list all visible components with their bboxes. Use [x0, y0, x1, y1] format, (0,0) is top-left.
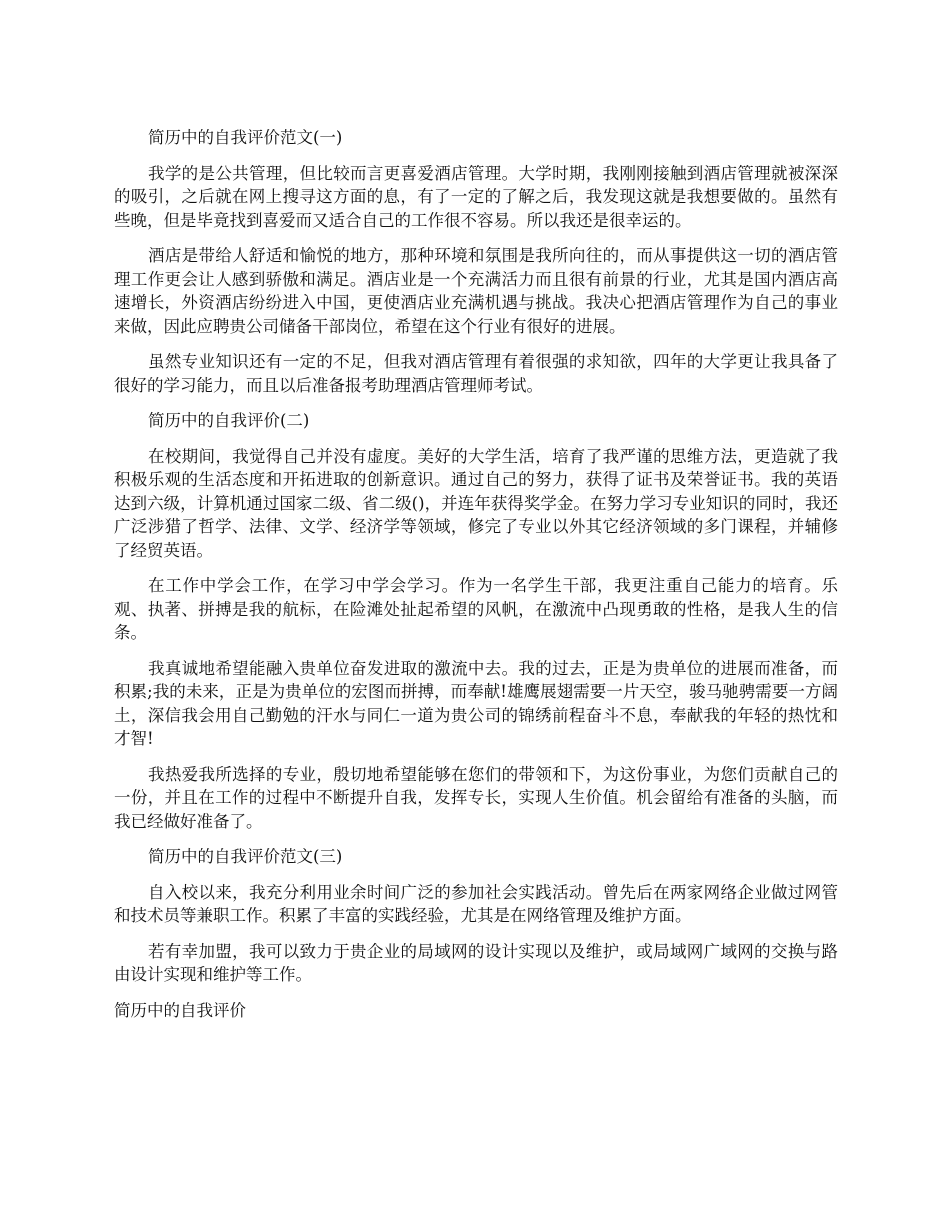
section-heading-4: 简历中的自我评价: [114, 1000, 246, 1020]
section-heading-3: 简历中的自我评价范文(三): [148, 847, 343, 866]
section-heading-1: 简历中的自我评价范文(一): [148, 128, 343, 147]
paragraph-2: 酒店是带给人舒适和愉悦的地方，那种环境和氛围是我所向往的，而从事提供这一切的酒店管理工作更会让人感到骄傲和满足。酒店业是一个充满活力而且很有前景的行业，尤其是国内酒店高速增长，外资酒店纷纷进入中国，更使酒店业充满机遇与挑战。我决心把酒店管理作为自己的事业来做，因此应聘贵公司储备干部岗位，希望在这个行业有很好的进展。: [114, 246, 838, 336]
paragraph-9: 若有幸加盟，我可以致力于贵企业的局域网的设计实现以及维护，或局域网广域网的交换与路由设计实现和维护等工作。: [114, 941, 838, 984]
paragraph-5: 在工作中学会工作，在学习中学会学习。作为一名学生干部，我更注重自己能力的培育。乐观、执著、拼搏是我的航标，在险滩处扯起希望的风帆，在激流中凸现勇敢的性格，是我人生的信条。: [114, 576, 838, 642]
paragraph-8: 自入校以来，我充分利用业余时间广泛的参加社会实践活动。曾先后在两家网络企业做过网管和技术员等兼职工作。积累了丰富的实践经验，尤其是在网络管理及维护方面。: [114, 882, 838, 925]
paragraph-1: 我学的是公共管理，但比较而言更喜爱酒店管理。大学时期，我刚刚接触到酒店管理就被深深的吸引，之后就在网上搜寻这方面的息，有了一定的了解之后，我发现这就是我想要做的。虽然有些晚，但是毕竟找到喜爱而又适合自己的工作很不容易。所以我还是很幸运的。: [114, 163, 838, 230]
document-body: [114, 126, 838, 1022]
section-heading-2: 简历中的自我评价(二): [148, 411, 310, 430]
paragraph-4: 在校期间，我觉得自己并没有虚度。美好的大学生活，培育了我严谨的思维方法，更造就了我积极乐观的生活态度和开拓进取的创新意识。通过自己的努力，获得了证书及荣誉证书。我的英语达到六级，计算机通过国家二级、省二级()，并连年获得奖学金。在努力学习专业知识的同时，我还广泛涉猎了哲学、法律、文学、经济学等领域，修完了专业以外其它经济领域的多门课程，并辅修了经贸英语。: [114, 446, 838, 560]
paragraph-7: 我热爱我所选择的专业，殷切地希望能够在您们的带领和下，为这份事业，为您们贡献自己的一份，并且在工作的过程中不断提升自我，发挥专长，实现人生价值。机会留给有准备的头脑，而我已经做好准备了。: [114, 764, 838, 831]
paragraph-6: 我真诚地希望能融入贵单位奋发进取的激流中去。我的过去，正是为贵单位的进展而准备，而积累;我的未来，正是为贵单位的宏图而拼搏，而奉献!雄鹰展翅需要一片天空，骏马驰骋需要一方阔土，深信我会用自己勤勉的汗水与同仁一道为贵公司的锦绣前程奋斗不息，奉献我的年轻的热忱和才智!: [114, 658, 838, 748]
paragraph-3: 虽然专业知识还有一定的不足，但我对酒店管理有着很强的求知欲，四年的大学更让我具备了很好的学习能力，而且以后准备报考助理酒店管理师考试。: [114, 352, 838, 395]
